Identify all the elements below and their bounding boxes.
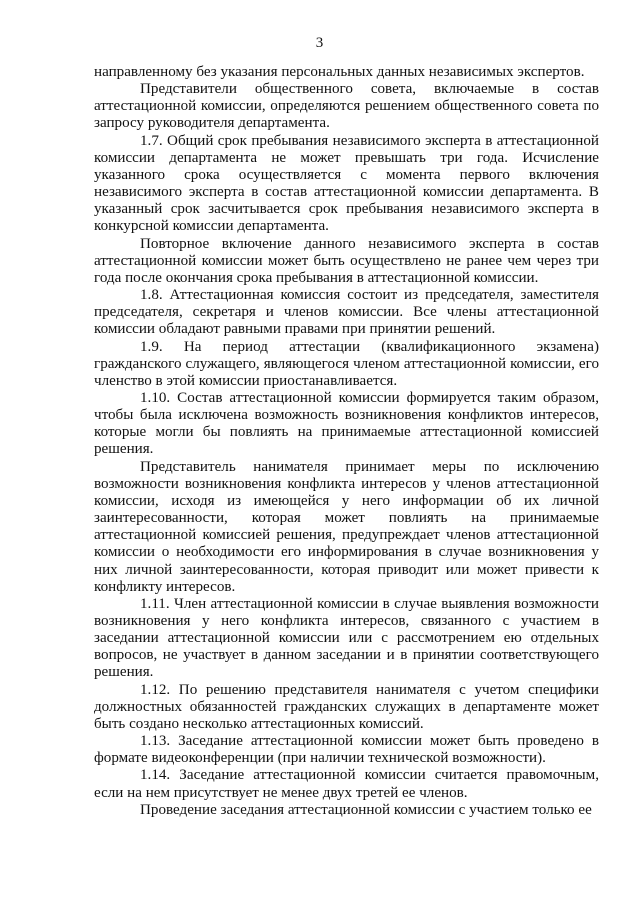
paragraph-8: Представитель нанимателя принимает меры по исключению возможности возникновения конфликта интересов у членов аттестационной комиссии, исходя из имеющейся у него информации об их личной заинтересованности, которая может повлиять на принимаемые аттестационной комиссией решения, предупреждает членов аттестационной комиссии о необходимости его информирования в случае возникновения у них личной заинтересованности, которая приводит или может привести к конфликту интересов. xyxy=(94,458,599,595)
paragraph-4: Повторное включение данного независимого эксперта в состав аттестационной комиссии может быть осуществлено не ранее чем через три года после окончания срока пребывания в аттестационной комиссии. xyxy=(94,235,599,286)
paragraph-7: 1.10. Состав аттестационной комиссии формируется таким образом, чтобы была исключена возможность возникновения конфликтов интересов, которые могли бы повлиять на принимаемые аттестационной комиссией решения. xyxy=(94,389,599,458)
document-body xyxy=(94,64,599,819)
paragraph-11: 1.13. Заседание аттестационной комиссии может быть проведено в формате видеоконференции (при наличии технической возможности). xyxy=(94,733,599,767)
paragraph-13: Проведение заседания аттестационной комиссии с участием только ее xyxy=(140,801,592,818)
paragraph-12: 1.14. Заседание аттестационной комиссии считается правомочным, если на нем присутствует не менее двух третей ее членов. xyxy=(94,767,599,801)
paragraph-9: 1.11. Член аттестационной комиссии в случае выявления возможности возникновения у него конфликта интересов, связанного с участием в заседании аттестационной комиссии или с рассмотрением ею отдельных вопросов, не участвует в данном заседании и в принятии соответствующего решения. xyxy=(94,595,599,681)
page-number: 3 xyxy=(315,35,324,51)
paragraph-10: 1.12. По решению представителя нанимателя с учетом специфики должностных обязанностей гражданских служащих в департаменте может быть создано несколько аттестационных комиссий. xyxy=(94,681,599,732)
paragraph-3: 1.7. Общий срок пребывания независимого эксперта в аттестационной комиссии департамента не может превышать три года. Исчисление указанного срока осуществляется с момента первого включения независимого эксперта в состав аттестационной комиссии департамента. В указанный срок засчитывается срок пребывания независимого эксперта в конкурсной комиссии департамента. xyxy=(94,132,599,235)
paragraph-1: направленному без указания персональных данных независимых экспертов. xyxy=(94,64,585,80)
paragraph-5: 1.8. Аттестационная комиссия состоит из председателя, заместителя председателя, секретаря и членов комиссии. Все члены аттестационной комиссии обладают равными правами при принятии решений. xyxy=(94,287,599,338)
paragraph-6: 1.9. На период аттестации (квалификационного экзамена) гражданского служащего, являющегося членом аттестационной комиссии, его членство в этой комиссии приостанавливается. xyxy=(94,338,599,389)
paragraph-2: Представители общественного совета, включаемые в состав аттестационной комиссии, определяются решением общественного совета по запросу руководителя департамента. xyxy=(94,81,599,132)
